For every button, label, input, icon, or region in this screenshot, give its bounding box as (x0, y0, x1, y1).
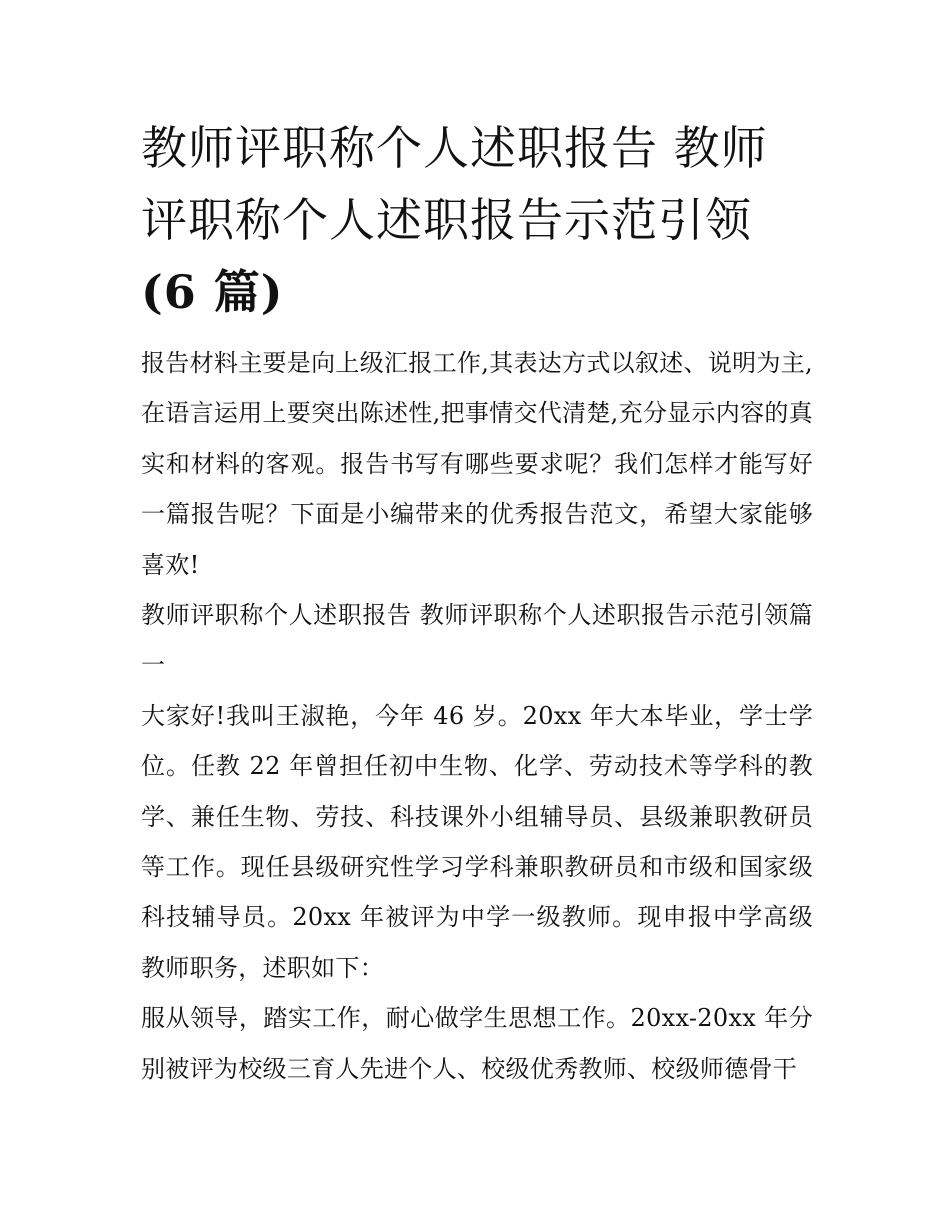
body-paragraph-1: 大家好!我叫王淑艳，今年 46 岁。20xx 年大本毕业，学士学位。任教 22 年曾担任初中生物、化学、劳动技术等学科的教学、兼任生物、劳技、科技课外小组辅导员、县级兼职教研员等工作。现任县级研究性学习学科兼职教研员和市级和国家级科技辅导员。20xx 年被评为中学一级教师。现申报中学高级教师职务，述职如下： (141, 701, 813, 982)
section-heading: 教师评职称个人述职报告 教师评职称个人述职报告示范引领篇一 (141, 601, 813, 680)
title-line-1: 教师评职称个人述职报告 教师 (141, 121, 768, 175)
title-line-3: (6 篇) (141, 265, 284, 319)
document-title (141, 112, 813, 328)
title-line-2: 评职称个人述职报告示范引领 (141, 193, 752, 247)
body-paragraph-2: 服从领导，踏实工作，耐心做学生思想工作。20xx-20xx 年分别被评为校级三育人先进个人、校级优秀教师、校级师德骨干 (141, 1004, 813, 1083)
document-body (141, 112, 813, 1094)
intro-paragraph: 报告材料主要是向上级汇报工作,其表达方式以叙述、说明为主,在语言运用上要突出陈述性,把事情交代清楚,充分显示内容的真实和材料的客观。报告书写有哪些要求呢？我们怎样才能写好一篇报告呢？下面是小编带来的优秀报告范文，希望大家能够喜欢! (141, 349, 813, 579)
